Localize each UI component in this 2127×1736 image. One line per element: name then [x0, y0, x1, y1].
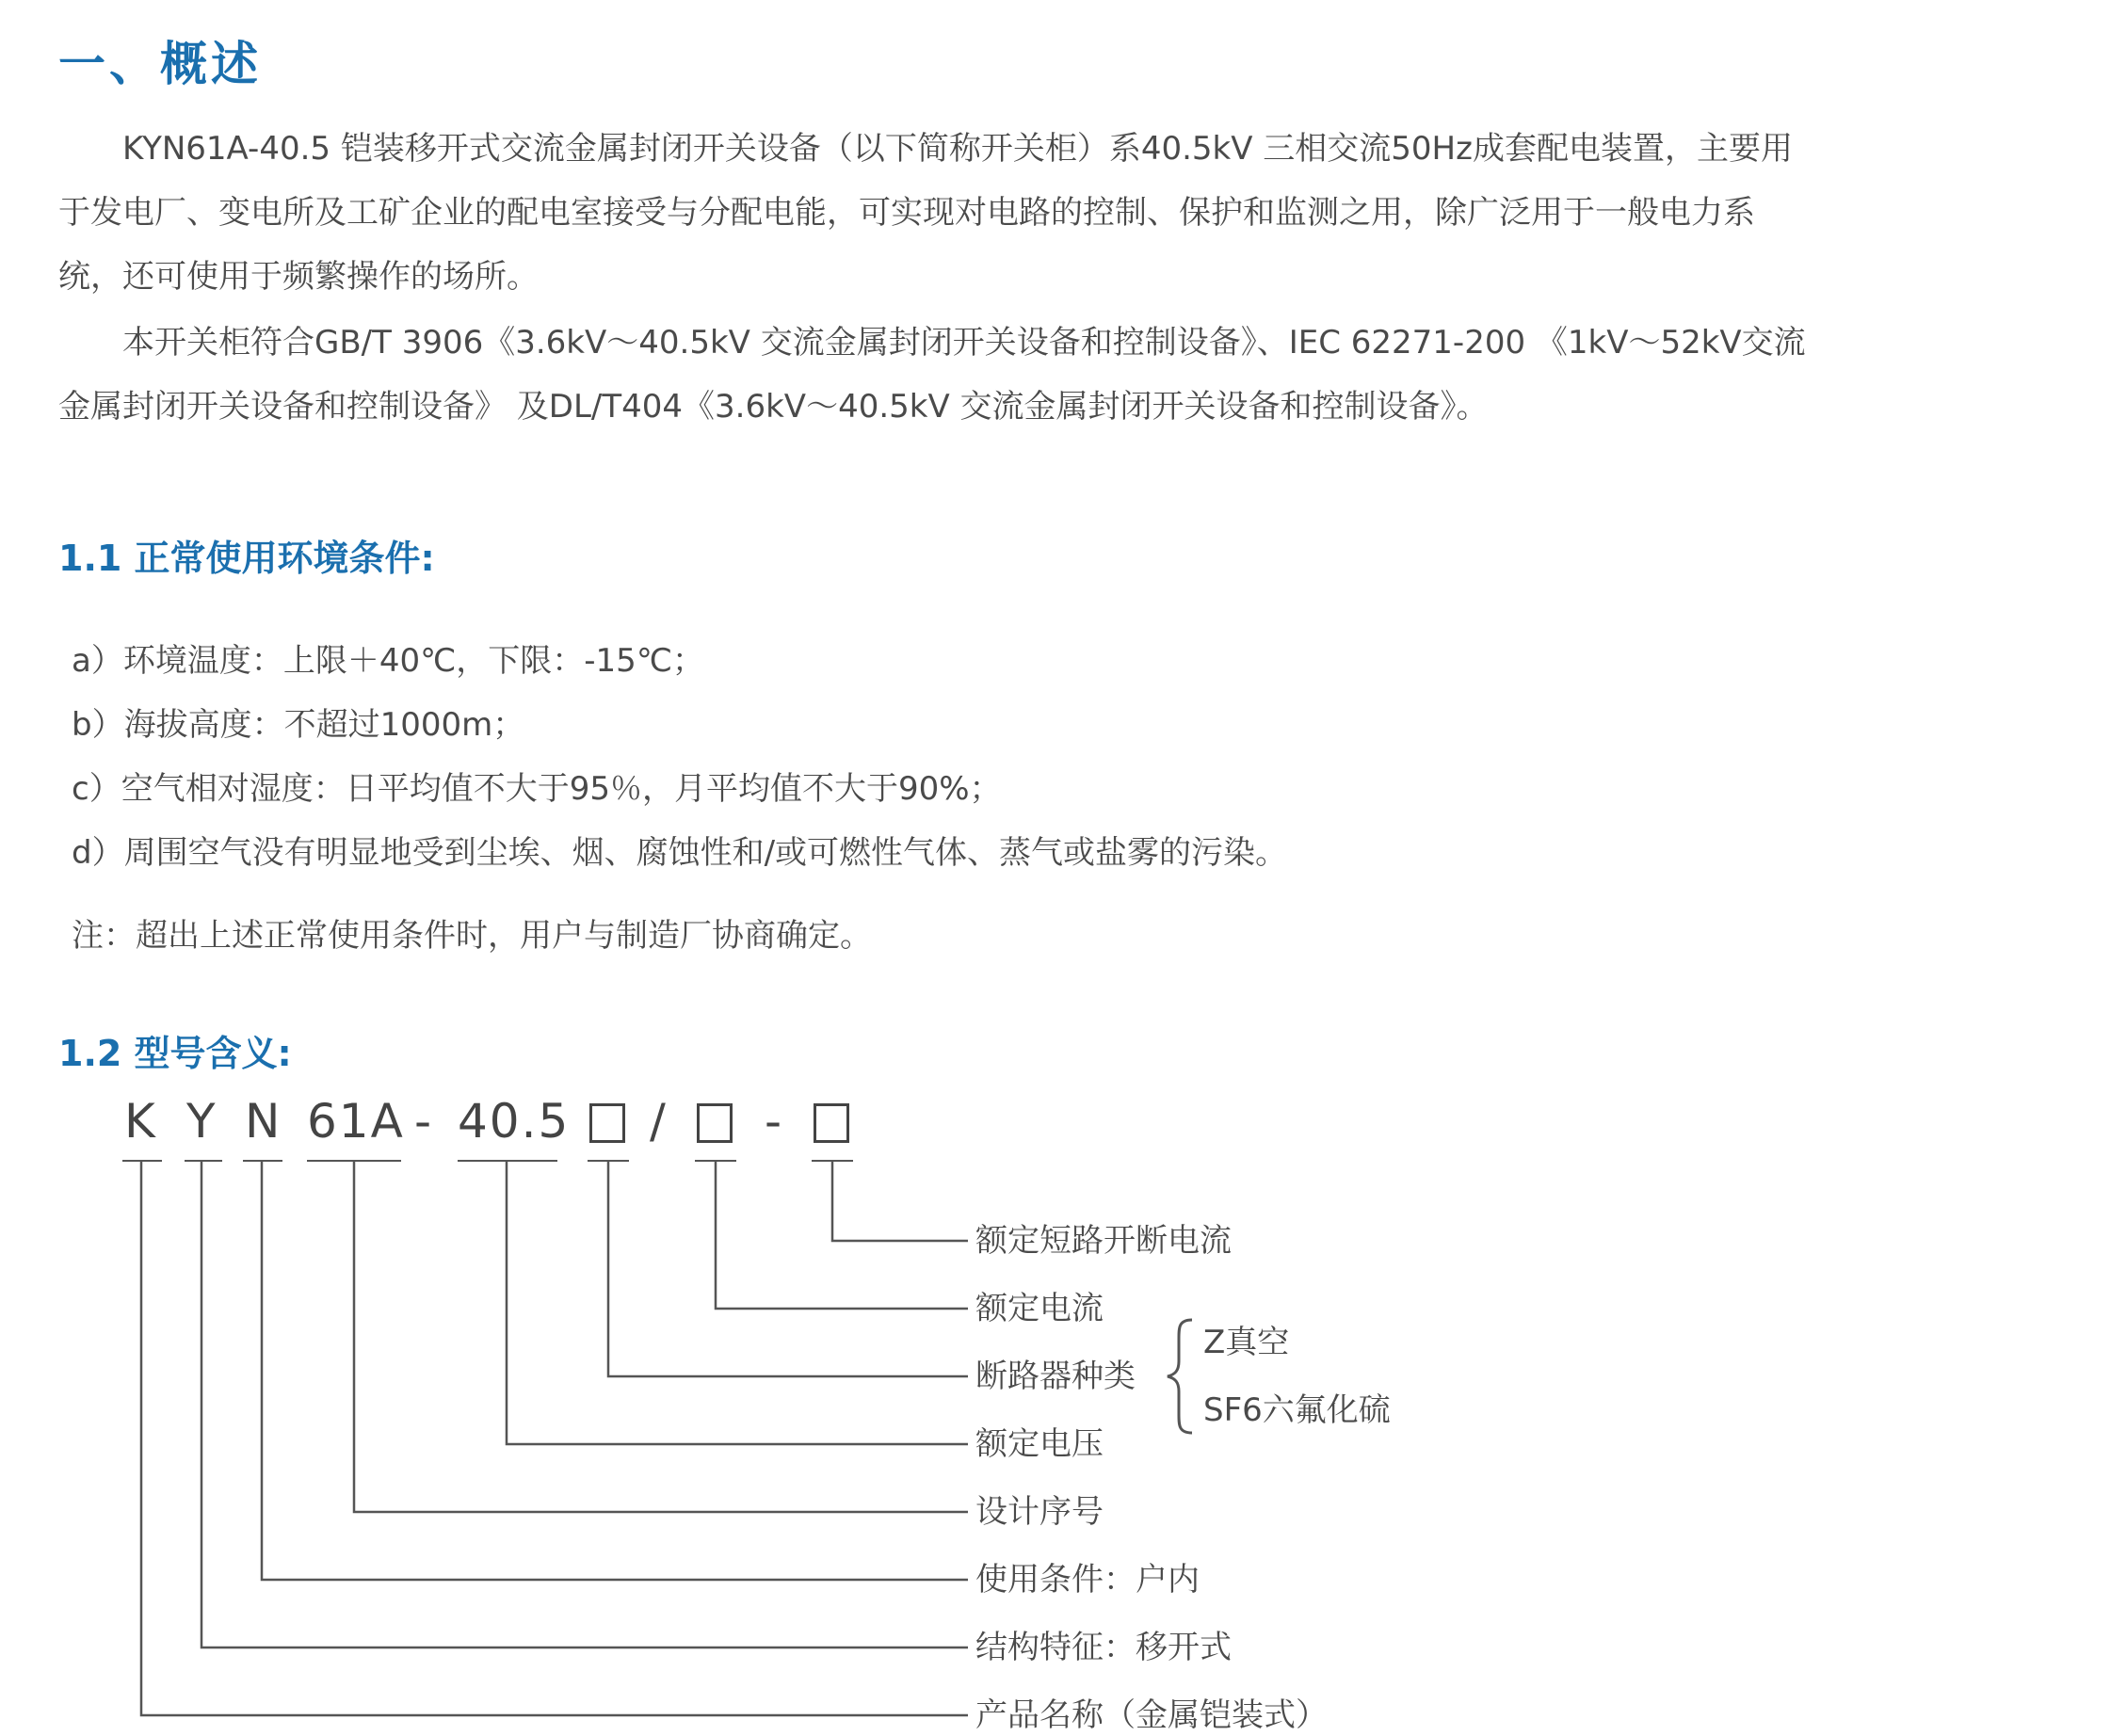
condition-item-c: c）空气相对湿度：日平均值不大于95％，月平均值不大于90%； — [72, 770, 1002, 808]
connector-product — [141, 1162, 968, 1715]
condition-item-b: b）海拔高度：不超过1000m； — [72, 706, 525, 744]
label-breaker-type: 断路器种类 — [975, 1358, 1136, 1395]
code-slash: / — [650, 1094, 668, 1149]
connector-breaker-type — [608, 1162, 968, 1376]
paragraph-line: KYN61A-40.5 铠装移开式交流金属封闭开关设备（以下简称开关柜）系40.5kV 三相交流50Hz成套配电装置，主要用 — [58, 130, 1793, 168]
paragraph-line: 金属封闭开关设备和控制设备》 及DL/T404《3.6kV～40.5kV 交流金属封闭开关设备和控制设备》。 — [58, 388, 1489, 426]
paragraph-line: 本开关柜符合GB/T 3906《3.6kV～40.5kV 交流金属封闭开关设备和控制设备》、IEC 62271-200 《1kV～52kV交流 — [58, 324, 1806, 362]
label-product-name: 产品名称（金属铠装式） — [975, 1696, 1328, 1734]
label-usage-condition: 使用条件：户内 — [975, 1561, 1200, 1599]
breaker-option-sf6: SF6六氟化硫 — [1203, 1391, 1391, 1429]
connector-rated-current — [716, 1162, 968, 1309]
code-voltage: 40.5 — [458, 1094, 571, 1149]
condition-item-d: d）周围空气没有明显地受到尘埃、烟、腐蚀性和/或可燃性气体、蒸气或盐雾的污染。 — [72, 834, 1288, 872]
code-y: Y — [186, 1094, 218, 1149]
label-structure: 结构特征：移开式 — [975, 1629, 1232, 1666]
code-dash: - — [765, 1094, 784, 1149]
paragraph-line: 统，还可使用于频繁操作的场所。 — [58, 258, 539, 296]
code-n: N — [245, 1094, 282, 1149]
label-short-circuit-current: 额定短路开断电流 — [975, 1222, 1232, 1260]
connector-usage — [262, 1162, 968, 1580]
label-rated-current: 额定电流 — [975, 1290, 1104, 1327]
code-design-number: 61A — [307, 1094, 405, 1149]
section-title-model: 1.2 型号含义: — [58, 1033, 292, 1074]
code-k: K — [124, 1094, 157, 1149]
section-title-overview: 一、概述 — [58, 37, 262, 91]
condition-note: 注：超出上述正常使用条件时，用户与制造厂协商确定。 — [72, 917, 872, 955]
label-design-number: 设计序号 — [975, 1493, 1104, 1531]
paragraph-line: 于发电厂、变电所及工矿企业的配电室接受与分配电能，可实现对电路的控制、保护和监测之用，除广泛用于一般电力系 — [58, 194, 1755, 232]
code-dash: - — [414, 1094, 434, 1149]
connector-design-number — [354, 1162, 968, 1512]
breaker-option-vacuum: Z真空 — [1203, 1324, 1290, 1361]
connector-structure — [201, 1162, 968, 1648]
connector-short-circuit — [832, 1162, 968, 1241]
section-title-environment: 1.1 正常使用环境条件: — [58, 538, 435, 579]
condition-item-a: a）环境温度：上限＋40℃，下限：-15℃； — [72, 642, 704, 680]
connector-voltage — [507, 1162, 968, 1444]
label-rated-voltage: 额定电压 — [975, 1425, 1104, 1463]
brace-icon — [1168, 1320, 1192, 1433]
